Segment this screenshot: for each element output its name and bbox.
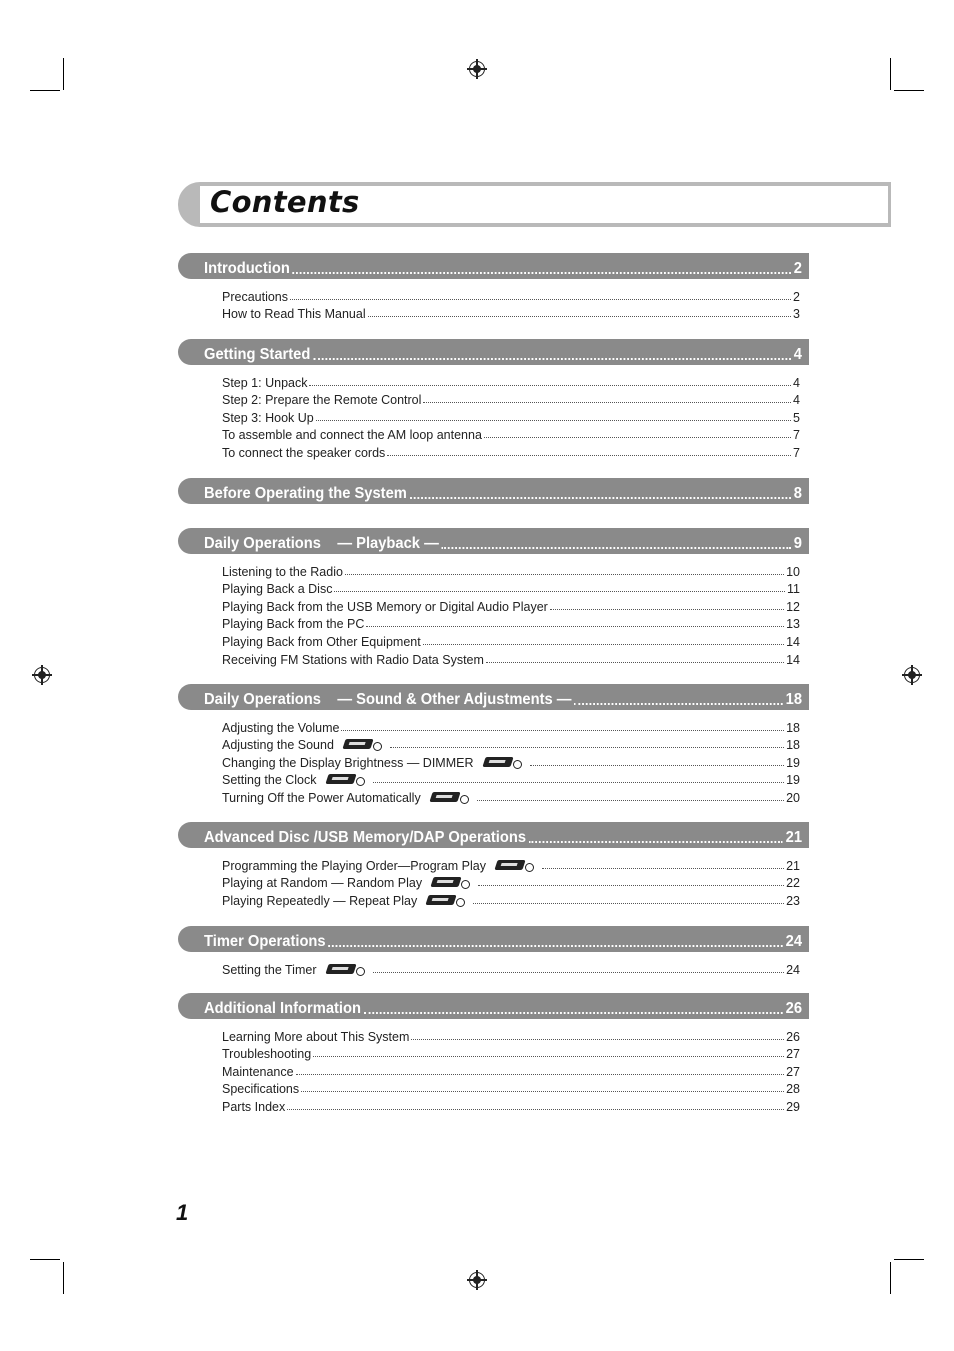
entry-page-number: 11	[787, 582, 800, 597]
section-title: Timer Operations	[204, 933, 326, 950]
section-entries	[222, 372, 800, 460]
entry-title: Listening to the Radio	[222, 564, 343, 579]
leader-dots	[473, 903, 784, 904]
section-header-bar[interactable]	[178, 993, 809, 1019]
section-heading	[204, 996, 802, 1018]
toc-entry[interactable]	[222, 390, 800, 408]
leader-dots	[301, 1091, 784, 1092]
entry-page-number: 13	[786, 617, 800, 632]
section-page-number: 21	[785, 829, 802, 846]
crop-mark	[63, 1262, 64, 1294]
leader-dots	[574, 703, 783, 705]
entry-title: Maintenance	[222, 1064, 294, 1079]
entry-page-number: 23	[786, 893, 800, 908]
toc-entry[interactable]	[222, 873, 800, 891]
leader-dots	[287, 1109, 784, 1110]
entry-title: To connect the speaker cords	[222, 445, 386, 460]
entry-page-number: 5	[793, 410, 800, 425]
entry-title: Setting the Timer	[222, 962, 317, 977]
registration-mark-icon	[904, 667, 920, 683]
leader-dots	[313, 358, 791, 360]
entry-page-number: 19	[786, 755, 800, 770]
toc-entry[interactable]	[222, 890, 800, 908]
section-heading	[204, 531, 802, 553]
entry-title: Step 3: Hook Up	[222, 410, 314, 425]
toc-entry[interactable]	[222, 579, 800, 597]
entry-page-number: 27	[786, 1047, 800, 1062]
toc-entry[interactable]	[222, 735, 800, 753]
toc-entry[interactable]	[222, 649, 800, 667]
section-title: Before Operating the System	[204, 485, 407, 502]
section-heading	[204, 825, 802, 847]
leader-dots	[341, 730, 784, 731]
remote-only-icon	[432, 877, 470, 889]
section-heading	[204, 929, 802, 951]
section-header-bar[interactable]	[178, 684, 809, 710]
entry-title: Learning More about This System	[222, 1029, 410, 1044]
crop-mark	[894, 1259, 924, 1260]
section-heading	[204, 481, 802, 503]
leader-dots	[328, 945, 782, 947]
remote-only-icon	[484, 757, 522, 769]
entry-page-number: 22	[786, 876, 800, 891]
entry-page-number: 3	[793, 307, 800, 322]
entry-title: Turning Off the Power Automatically	[222, 790, 421, 805]
entry-title: Playing Back from Other Equipment	[222, 634, 421, 649]
section-title: Getting Started	[204, 346, 311, 363]
toc-entry[interactable]	[222, 1079, 800, 1097]
entry-page-number: 26	[786, 1029, 800, 1044]
entry-page-number: 14	[786, 652, 800, 667]
crop-mark	[890, 1262, 891, 1294]
entry-title: Receiving FM Stations with Radio Data System	[222, 652, 484, 667]
section-header-bar[interactable]	[178, 528, 809, 554]
leader-dots	[484, 437, 791, 438]
leader-dots	[387, 455, 791, 456]
crop-mark	[894, 90, 924, 91]
remote-only-icon	[427, 895, 465, 907]
page-number: 1	[176, 1200, 189, 1225]
leader-dots	[313, 1056, 784, 1057]
entry-page-number: 21	[786, 858, 800, 873]
leader-dots	[542, 868, 784, 869]
contents-title-bar	[178, 182, 891, 227]
section-header-bar[interactable]	[178, 478, 809, 504]
leader-dots	[290, 299, 791, 300]
toc-entry[interactable]	[222, 304, 800, 322]
remote-only-icon	[327, 964, 365, 976]
toc-entry[interactable]	[222, 425, 800, 443]
entry-title: How to Read This Manual	[222, 307, 366, 322]
leader-dots	[316, 420, 791, 421]
section-entries	[222, 286, 800, 321]
section-entries	[222, 1026, 800, 1114]
entry-title: Playing Back from the USB Memory or Digital Audio Player	[222, 599, 548, 614]
leader-dots	[530, 765, 785, 766]
entry-page-number: 29	[786, 1099, 800, 1114]
leader-dots	[410, 497, 791, 499]
toc-entry[interactable]	[222, 1026, 800, 1044]
entry-page-number: 7	[793, 445, 800, 460]
toc-entry[interactable]	[222, 1044, 800, 1062]
toc-entry[interactable]	[222, 1096, 800, 1114]
leader-dots	[373, 972, 785, 973]
entry-title: Programming the Playing Order—Program Play	[222, 858, 486, 873]
entry-title: To assemble and connect the AM loop antenna	[222, 428, 482, 443]
leader-dots	[529, 841, 783, 843]
section-page-number: 2	[793, 260, 802, 277]
leader-dots	[477, 800, 784, 801]
section-title: Additional Information	[204, 1000, 362, 1017]
entry-page-number: 27	[786, 1064, 800, 1079]
leader-dots	[293, 272, 791, 274]
section-page-number: 4	[793, 346, 802, 363]
entry-title: Specifications	[222, 1082, 300, 1097]
entry-page-number: 2	[793, 289, 800, 304]
section-header-bar[interactable]	[178, 253, 809, 279]
page-title: Contents	[210, 185, 360, 219]
section-page-number: 18	[785, 691, 802, 708]
toc-entry[interactable]	[222, 787, 800, 805]
section-page-number: 9	[793, 535, 802, 552]
remote-only-icon	[327, 774, 365, 786]
registration-mark-icon	[34, 667, 50, 683]
entry-title: Playing Back a Disc	[222, 582, 333, 597]
entry-page-number: 20	[786, 790, 800, 805]
entry-page-number: 28	[786, 1082, 800, 1097]
section-header-bar[interactable]	[178, 926, 809, 952]
registration-mark-icon	[469, 1272, 485, 1288]
leader-dots	[411, 1039, 784, 1040]
entry-page-number: 12	[786, 599, 800, 614]
toc-entry[interactable]	[222, 561, 800, 579]
section-title: Introduction	[204, 260, 290, 277]
leader-dots	[368, 316, 791, 317]
toc-entry[interactable]	[222, 614, 800, 632]
entry-page-number: 19	[786, 773, 800, 788]
crop-mark	[30, 90, 60, 91]
entry-page-number: 18	[786, 720, 800, 735]
leader-dots	[296, 1074, 785, 1075]
section-entries	[222, 855, 800, 908]
entry-title: Adjusting the Sound	[222, 738, 334, 753]
leader-dots	[373, 782, 785, 783]
section-header-bar[interactable]	[178, 822, 809, 848]
crop-mark	[890, 58, 891, 90]
section-entries	[222, 561, 800, 667]
entry-title: Playing Repeatedly — Repeat Play	[222, 893, 418, 908]
section-heading	[204, 687, 802, 709]
leader-dots	[345, 574, 784, 575]
leader-dots	[423, 644, 784, 645]
section-heading	[204, 256, 802, 278]
section-entries	[222, 717, 800, 805]
toc-entry[interactable]	[222, 752, 800, 770]
leader-dots	[334, 591, 785, 592]
toc-entry[interactable]	[222, 631, 800, 649]
crop-mark	[30, 1259, 60, 1260]
section-title: Daily Operations — Playback —	[204, 535, 439, 552]
entry-title: Adjusting the Volume	[222, 720, 340, 735]
leader-dots	[442, 547, 791, 549]
section-header-bar[interactable]	[178, 339, 809, 365]
toc-entry[interactable]	[222, 407, 800, 425]
entry-title: Playing Back from the PC	[222, 617, 365, 632]
entry-title: Parts Index	[222, 1099, 286, 1114]
entry-page-number: 7	[793, 428, 800, 443]
entry-title: Step 1: Unpack	[222, 375, 308, 390]
entry-title: Troubleshooting	[222, 1047, 312, 1062]
toc-entry[interactable]	[222, 717, 800, 735]
leader-dots	[364, 1012, 783, 1014]
entry-title: Precautions	[222, 289, 289, 304]
entry-title: Step 2: Prepare the Remote Control	[222, 393, 422, 408]
leader-dots	[366, 626, 784, 627]
leader-dots	[423, 402, 791, 403]
crop-mark	[63, 58, 64, 90]
leader-dots	[486, 662, 784, 663]
remote-only-icon	[496, 860, 534, 872]
leader-dots	[309, 385, 791, 386]
entry-page-number: 24	[786, 962, 800, 977]
section-page-number: 24	[785, 933, 802, 950]
section-entries	[222, 959, 800, 977]
remote-only-icon	[344, 739, 382, 751]
entry-page-number: 10	[786, 564, 800, 579]
toc-entry[interactable]	[222, 596, 800, 614]
toc-entry[interactable]	[222, 855, 800, 873]
entry-page-number: 4	[793, 375, 800, 390]
entry-page-number: 18	[786, 738, 800, 753]
registration-mark-icon	[469, 61, 485, 77]
leader-dots	[478, 885, 784, 886]
toc-entry[interactable]	[222, 1061, 800, 1079]
toc-entry[interactable]	[222, 770, 800, 788]
section-heading	[204, 342, 802, 364]
section-page-number: 8	[793, 485, 802, 502]
remote-only-icon	[431, 792, 469, 804]
section-title: Daily Operations — Sound & Other Adjustments —	[204, 691, 572, 708]
toc-entry[interactable]	[222, 372, 800, 390]
section-title: Advanced Disc /USB Memory/DAP Operations	[204, 829, 527, 846]
entry-page-number: 14	[786, 634, 800, 649]
entry-title: Changing the Display Brightness — DIMMER	[222, 755, 474, 770]
toc-entry[interactable]	[222, 959, 800, 977]
entry-title: Playing at Random — Random Play	[222, 876, 423, 891]
entry-title: Setting the Clock	[222, 773, 317, 788]
leader-dots	[390, 747, 784, 748]
section-page-number: 26	[785, 1000, 802, 1017]
toc-entry[interactable]	[222, 442, 800, 460]
entry-page-number: 4	[793, 393, 800, 408]
leader-dots	[550, 609, 784, 610]
toc-entry[interactable]	[222, 286, 800, 304]
